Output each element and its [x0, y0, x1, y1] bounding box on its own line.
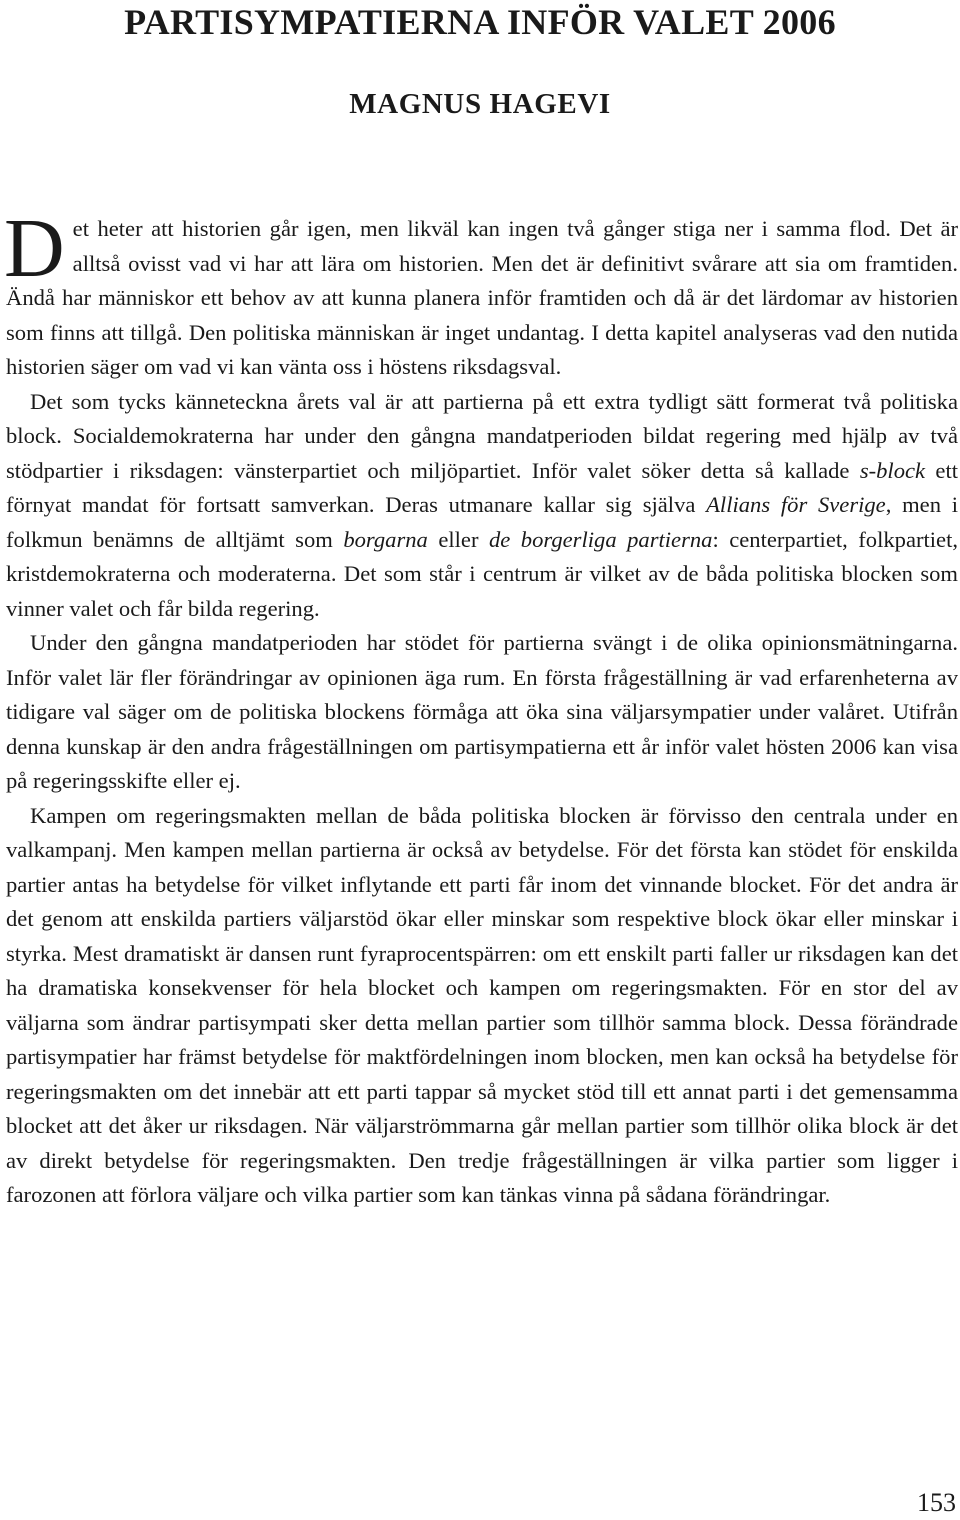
drop-cap: D [4, 202, 65, 295]
paragraph-1 [4, 202, 958, 385]
paragraph-2-text-c: , men i folkmun benämns de alltjämt som [6, 492, 958, 552]
paragraph-2-text-e: : centerpartiet, folkpartiet, kristdemokraterna och moderaterna. Det som står i centrum är vilket av de båda politiska blocken som vinner valet och får bilda regering. [6, 526, 959, 621]
term-s-block: s-block [859, 457, 926, 483]
chapter-title: PARTISYMPATIERNA INFÖR VALET 2006 [124, 2, 836, 42]
author-name: MAGNUS HAGEVI [349, 88, 611, 120]
paragraph-2-text-b: ett förnyat mandat för fortsatt samverkan. Deras utmanare kallar sig själva [6, 457, 958, 517]
term-allians-for-sverige: Allians för Sverige [706, 492, 886, 517]
term-de-borgerliga-partierna: de borgerliga partierna [488, 526, 713, 552]
paragraph-1-text: et heter att historien går igen, men likväl kan ingen två gånger stiga ner i samma flod. Det är alltså ovisst vad vi har att lära om historien. Men det är definitivt svårare att sia om framtiden. Ändå har människor ett behov av att kunna planera inför framtiden och då är det lärdomar av historien som finns att tillgå. Den politiska människan är inget undantag. I detta kapitel analyseras vad den nutida historien säger om vad vi kan vänta oss i höstens riksdagsval. [6, 216, 958, 379]
paragraph-2-text-d: eller [427, 526, 489, 552]
paragraph-2 [6, 385, 958, 627]
term-borgarna: borgarna [343, 526, 428, 552]
page-number: 153 [917, 1488, 956, 1517]
paragraph-4: Kampen om regeringsmakten mellan de båda politiska blocken är förvisso den centrala under en valkampanj. Men kampen mellan partierna är också av betydelse. För det första kan stödet för enskilda partier antas ha betydelse för vilket inflytande ett parti får inom det vinnande blocket. För det andra är det genom att enskilda partiers väljarstöd ökar eller minskar som respektive block ökar eller minskar i styrka. Mest dramatiskt är dansen runt fyraprocentspärren: om ett enskilt parti faller ur riksdagen kan det ha dramatiska konsekvenser för hela blocket och kampen om regeringsmakten. För en stor del av väljarna som ändrar partisympati sker detta mellan partier som tillhör samma block. Dessa förändrade partisympatier har främst betydelse för maktfördelningen inom blocken, men kan också ha betydelse för regeringsmakten om det innebär att ett parti tappar så mycket stöd till ett annat parti i det gemensamma blocket att det åker ur riksdagen. När väljarströmmarna går mellan partier som tillhör olika block är det av direkt betydelse för regeringsmakten. Den tredje frågeställningen är vilka partier som ligger i farozonen att förlora väljare och vilka partier som kan tänkas vinna på sådana förändringar. [6, 802, 958, 1207]
body-text [4, 202, 959, 1213]
paragraph-3: Under den gångna mandatperioden har stödet för partierna svängt i de olika opinionsmätningarna. Inför valet lär fler förändringar av opinionen äga rum. En första frågeställning är vad erfarenheterna av tidigare val säger om de politiska blockens förmåga att öka sina väljarsympatier under valåret. Utifrån denna kunskap är den andra frågeställningen om partisympatierna ett år inför valet hösten 2006 kan visa på regeringsskifte eller ej. [6, 630, 958, 793]
paragraph-2-text-a: Det som tycks känneteckna årets val är att partierna på ett extra tydligt sätt formerat två politiska block. Socialdemokraterna har under den gångna mandatperioden bildat regering med hjälp av två stödpartier i riksdagen: vänsterpartiet och miljöpartiet. Inför valet söker detta så kallade [6, 388, 958, 483]
